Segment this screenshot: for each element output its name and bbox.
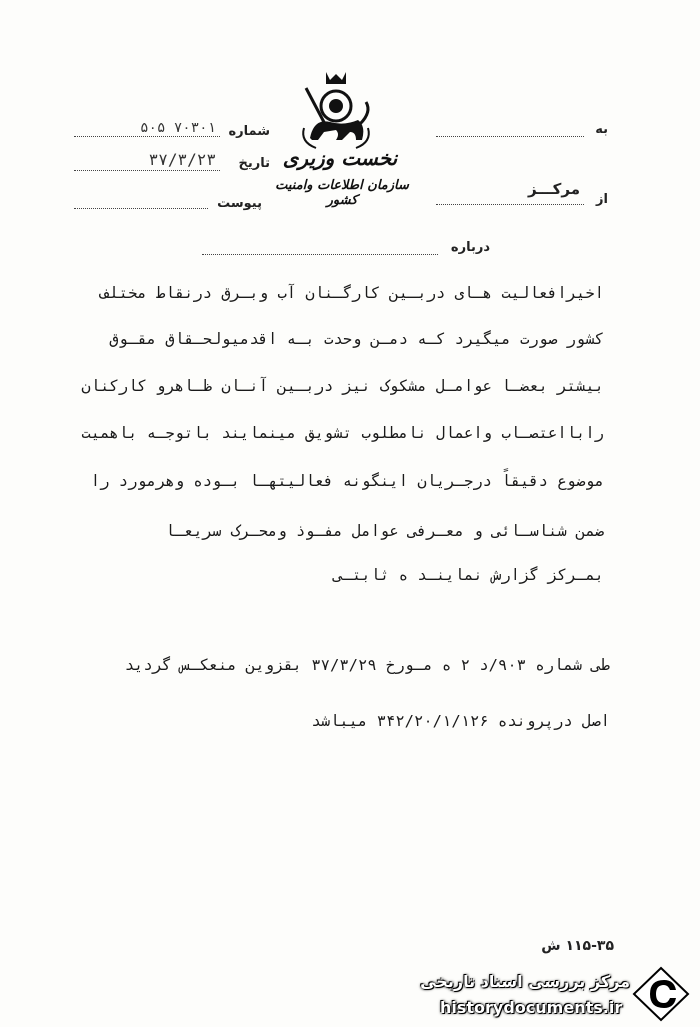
attachment-line bbox=[74, 208, 208, 209]
body-line-3: بیشتر بعضـا عوامـل مشکوک نیز دربـین آنـان ظـاهرو کارکنان bbox=[81, 377, 604, 395]
number-value: ۷۰۳۰۱ ۵۰۵ bbox=[140, 120, 216, 136]
from-line bbox=[436, 204, 584, 205]
lion-and-sun-emblem-icon bbox=[296, 68, 376, 152]
from-label: از bbox=[596, 192, 608, 207]
emblem-org-name: سازمان اطلاعات وامنیت کشور bbox=[275, 178, 409, 208]
date-value: ۳۷/۳/۲۳ bbox=[148, 150, 216, 169]
body-line-2: کشور صورت میگیرد کـه دمـن وحدت بـه اقدمیولحـقاق مقـوق bbox=[109, 330, 604, 348]
document-code: ۱۱۵-۳۵ ش bbox=[541, 938, 614, 954]
history-documents-logo-icon bbox=[632, 966, 690, 1022]
body-line-4: رابااعتصـاب واعمال نامطلوب تشویق مینمایند باتوجـه باهمیت bbox=[81, 424, 604, 442]
watermark-url: historydocuments.ir bbox=[440, 998, 623, 1017]
body-line-7: بمـرکز گزارش نماینـد ه ثابتـی bbox=[333, 566, 604, 584]
from-value: مرکـــز bbox=[527, 180, 580, 198]
subject-label: درباره bbox=[450, 240, 490, 255]
body-line-1: اخیرافعالیت هـای دربـین کارگـنان آب وبـرق درنقاط مختلف bbox=[100, 284, 604, 302]
note-line-2: اصل درپرونده ۳۴۲/۲۰/۱/۱۲۶ میباشد bbox=[311, 712, 610, 730]
to-label: به bbox=[595, 122, 608, 137]
date-line bbox=[74, 170, 220, 171]
emblem-title: نخست وزیری bbox=[282, 146, 398, 170]
subject-line bbox=[202, 254, 438, 255]
body-line-6: ضمن شناسـائی و معـرفی عوامل مفـوذ ومحـرک سریعـا bbox=[165, 522, 604, 540]
to-line bbox=[436, 136, 584, 137]
date-label: تاریخ bbox=[238, 156, 270, 171]
number-line bbox=[74, 136, 220, 137]
attachment-label: پیوست bbox=[217, 196, 262, 211]
watermark-org-name: مرکز بررسی اسناد تاریخی bbox=[420, 972, 630, 991]
note-line-1: طی شماره ۹۰۳/د ۲ ه مـورخ ۳۷/۳/۲۹ بقزوین منعکـس گردید bbox=[124, 656, 610, 674]
body-line-5: موضوع دقیقاً درجـریان اینگونه فعالیتهـا بـوده وهرمورد را bbox=[90, 472, 604, 490]
number-label: شماره bbox=[228, 124, 270, 139]
